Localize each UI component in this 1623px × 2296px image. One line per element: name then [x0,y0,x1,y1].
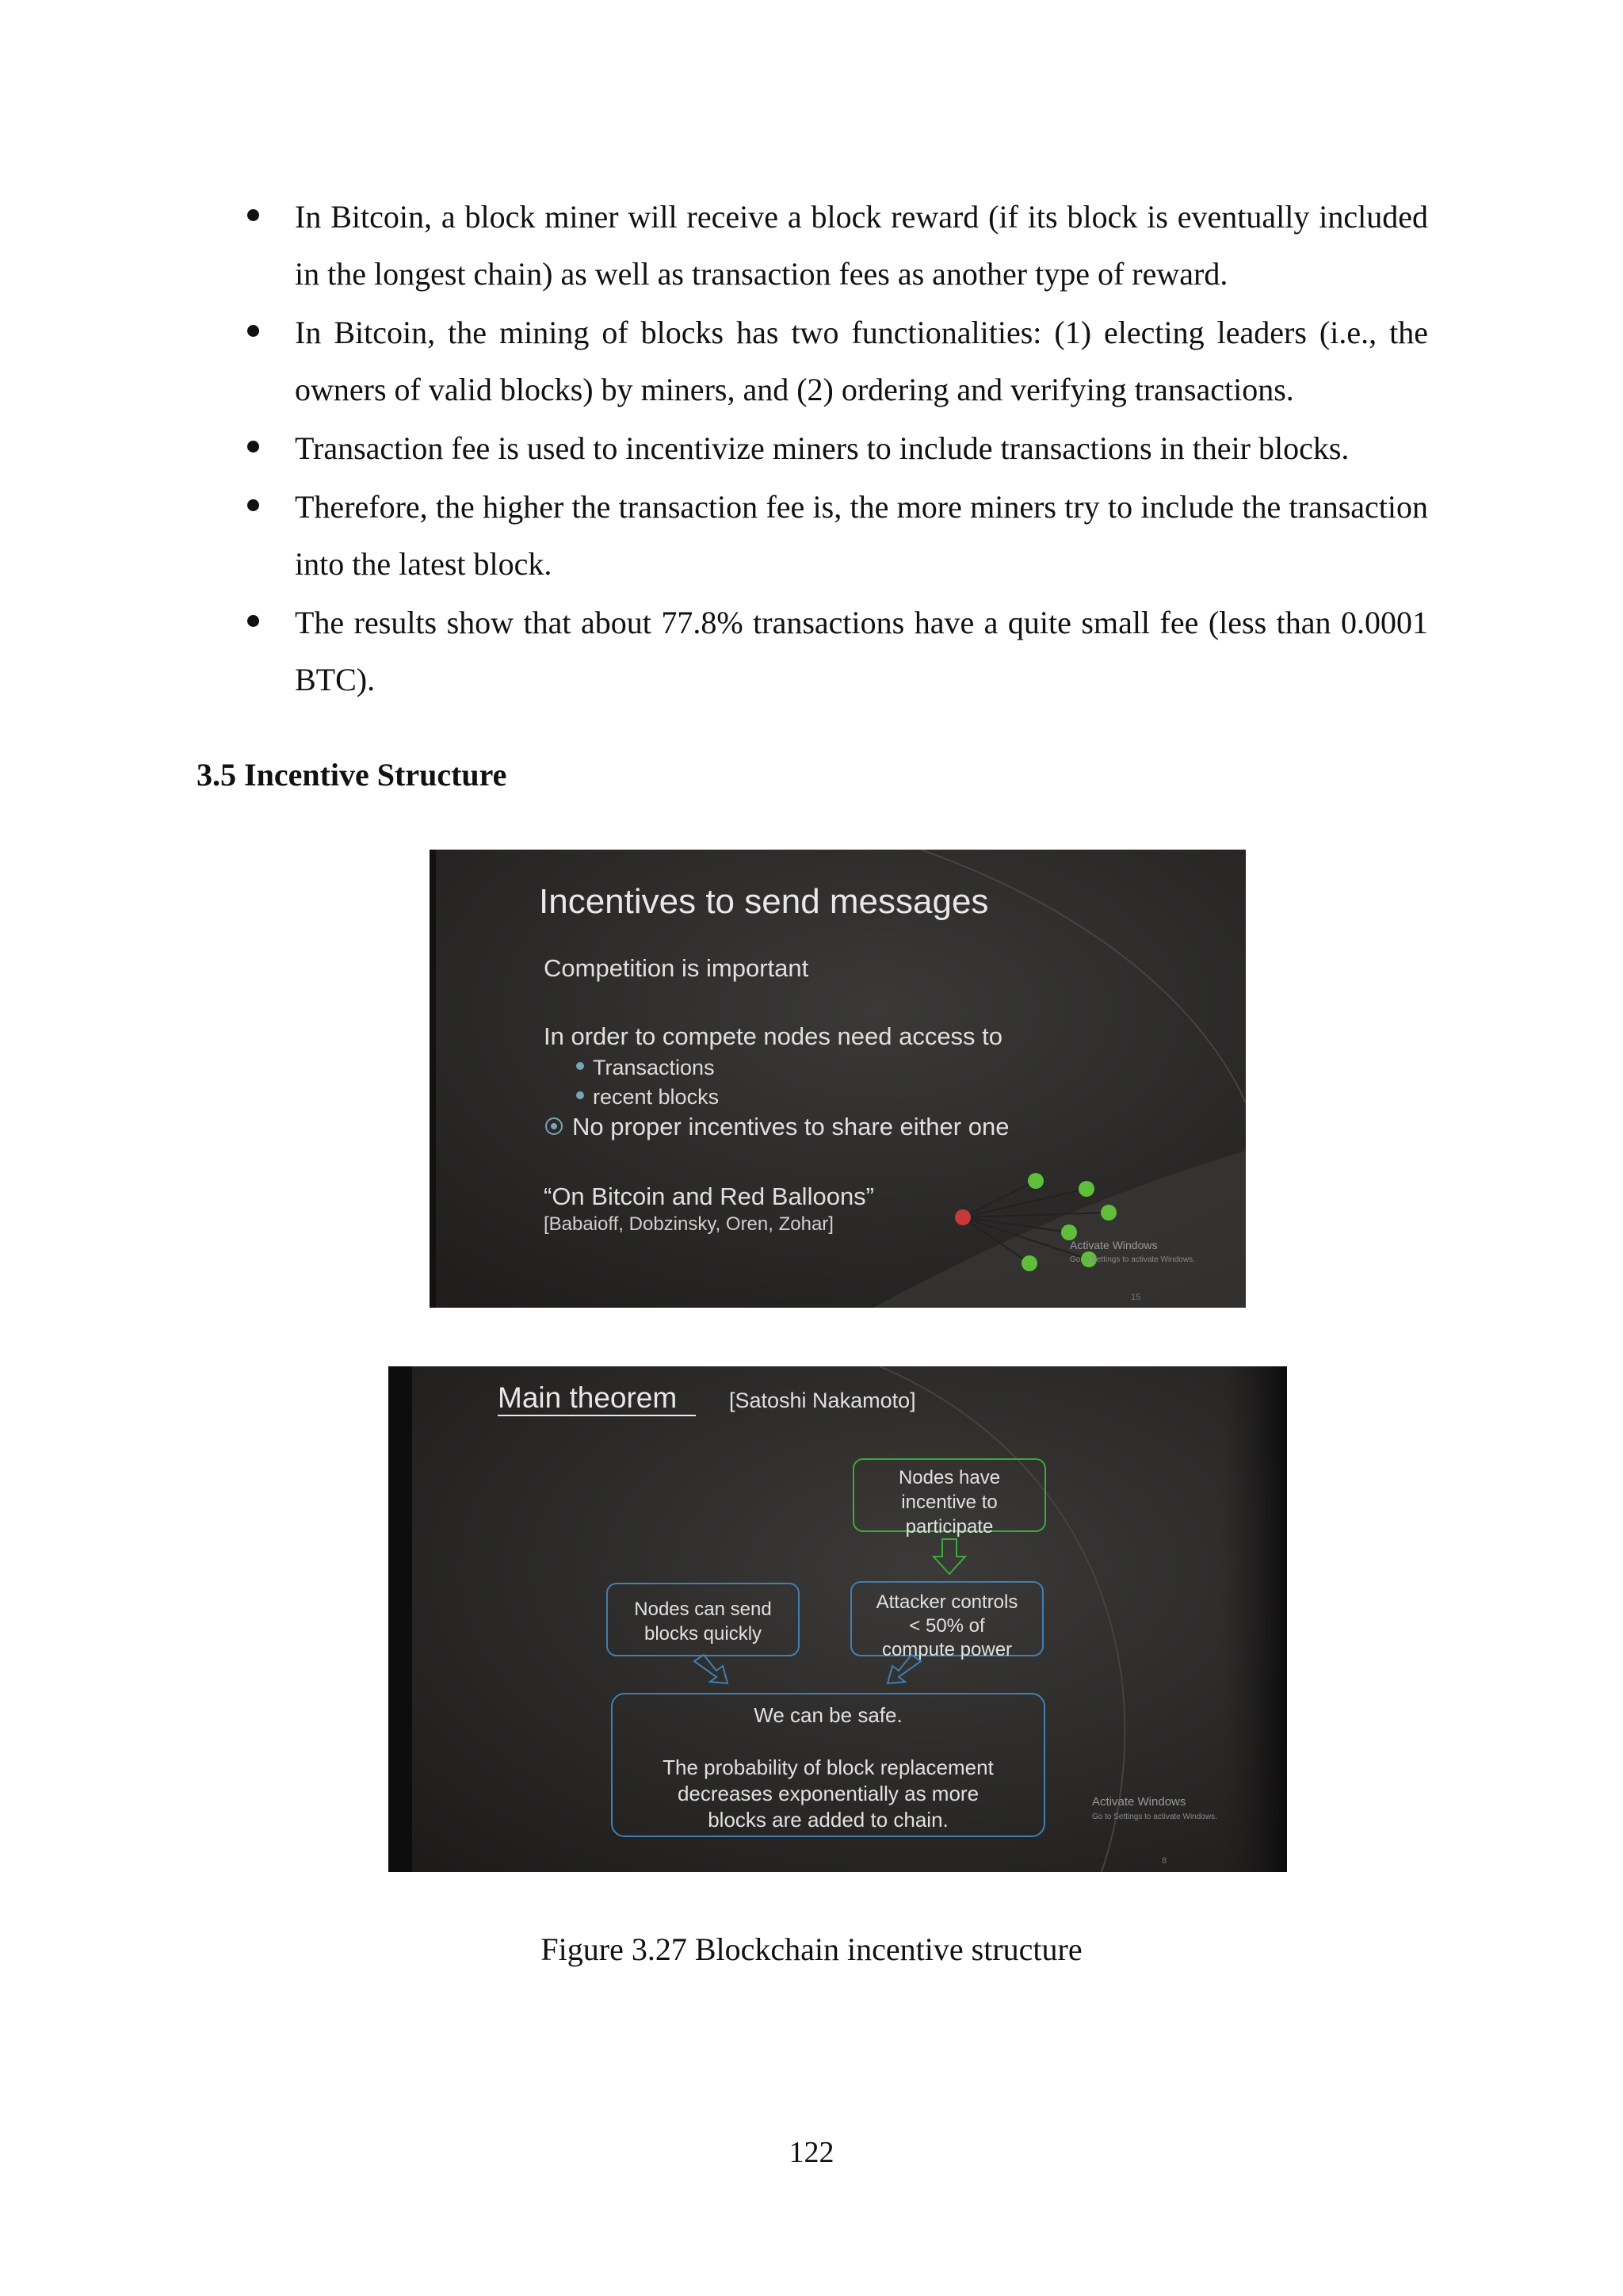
bullet-item: Transaction fee is used to incentivize miners to include transactions in their blocks. [238,420,1428,477]
bullet-dot-icon [247,499,259,511]
bullet-dot-icon [247,441,259,453]
svg-text:compute power: compute power [881,1639,1013,1660]
svg-text:Attacker controls: Attacker controls [876,1591,1018,1613]
bullet-dot-icon [247,615,259,627]
slide1-line1: Competition is important [544,954,809,982]
svg-text:Nodes can send: Nodes can send [634,1599,772,1620]
svg-text:participate: participate [905,1516,994,1538]
svg-text:incentive to: incentive to [901,1492,998,1513]
slide1-authors: [Babaioff, Dobzinsky, Oren, Zohar] [544,1213,834,1235]
bullet-dot-icon [247,209,259,221]
figure-caption: Figure 3.27 Blockchain incentive structure [540,1931,1083,1967]
svg-text:< 50% of: < 50% of [909,1615,985,1637]
slide1-line3: No proper incentives to share either one [572,1113,1010,1140]
slide2-title: Main theorem [498,1381,678,1414]
slide-image-main-theorem [388,1366,1287,1872]
svg-text:Nodes have: Nodes have [898,1467,1001,1488]
svg-text:The probability of block repla: The probability of block replacement [663,1755,994,1779]
svg-text:We can be safe.: We can be safe. [754,1703,903,1727]
slide1-title: Incentives to send messages [539,882,989,921]
svg-text:decreases exponentially as mor: decreases exponentially as more [677,1782,980,1805]
slide1-sub2: recent blocks [593,1085,720,1109]
watermark-subtext: Go to Settings to activate Windows. [1092,1813,1217,1821]
slide-number: 8 [1162,1856,1167,1866]
section-heading: 3.5 Incentive Structure [197,757,507,793]
bullet-dot-icon [247,325,259,337]
slide-number: 15 [1131,1293,1141,1302]
watermark-text: Activate Windows [1070,1239,1158,1251]
svg-text:blocks are added to chain.: blocks are added to chain. [708,1808,949,1832]
bullet-list [238,189,1428,710]
watermark-text: Activate Windows [1092,1795,1186,1809]
slide-image-incentives [430,850,1246,1308]
sub-bullet-icon [576,1062,584,1070]
bullet-item: In Bitcoin, the mining of blocks has two functionalities: (1) electing leaders (i.e., the owners of valid blocks) by miners, and (2) ordering and verifying transactions. [238,304,1428,418]
page-number: 122 [789,2136,834,2169]
slide1-line2: In order to compete nodes need access to [544,1022,1003,1050]
bullet-item: In Bitcoin, a block miner will receive a block reward (if its block is eventually included in the longest chain) as well as transaction fees as another type of reward. [238,189,1428,303]
bullet-item: Therefore, the higher the transaction fee is, the more miners try to include the transaction into the latest block. [238,479,1428,593]
watermark-subtext: Go to Settings to activate Windows. [1070,1255,1195,1264]
sub-bullet-icon [576,1091,584,1099]
bullet-item: The results show that about 77.8% transactions have a quite small fee (less than 0.0001 BTC). [238,594,1428,709]
slide2-subtitle: [Satoshi Nakamoto] [729,1389,916,1412]
svg-text:blocks quickly: blocks quickly [643,1623,762,1645]
slide1-sub1: Transactions [593,1056,715,1079]
slide1-quote: “On Bitcoin and Red Balloons” [544,1182,875,1210]
